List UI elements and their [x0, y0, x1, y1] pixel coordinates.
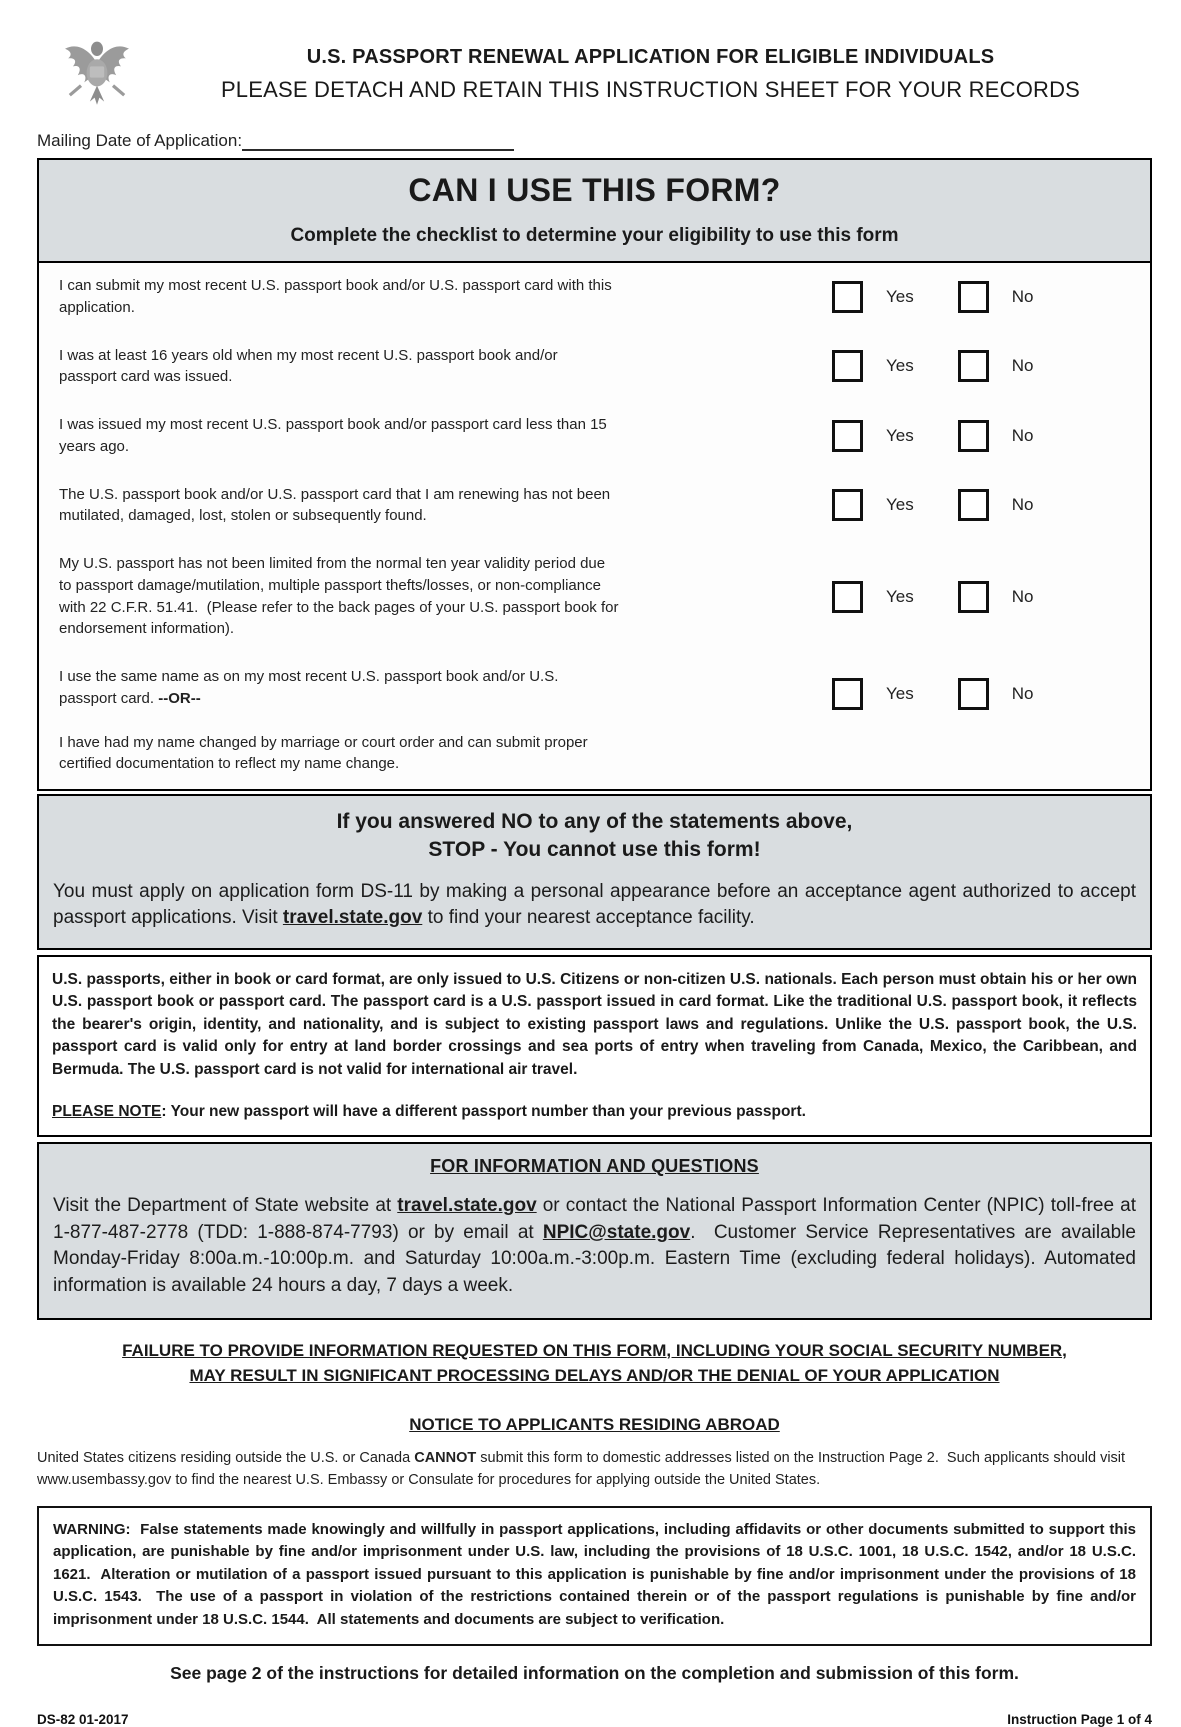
stop-title-line2: STOP - You cannot use this form! [428, 838, 761, 862]
information-paragraph [53, 1193, 1142, 1299]
checklist-row-2 [59, 345, 1150, 389]
passport-card-info-box [37, 955, 1152, 1137]
choices-row-4 [832, 489, 1070, 521]
no-checkbox-4[interactable] [958, 489, 989, 521]
checklist-row-3 [59, 414, 1150, 458]
passport-card-paragraph: U.S. passports, either in book or card format, are only issued to U.S. Citizens or non-citizen U.S. nationals. Each person must obtain his or her own U.S. passport book or passport card. The passport card is a U.S. passport issued in card format. Like the traditional U.S. passport book, it reflects the bearer's origin, identity, and nationality, and is subject to existing passport laws and regulations. Unlike the U.S. passport book, the U.S. passport card is valid only for entry at land border crossings and sea ports of entry when traveling from Canada, Mexico, the Caribbean, and Bermuda. The U.S. passport card is not valid for international air travel. [52, 970, 1142, 1078]
checklist-row-4 [59, 484, 1150, 528]
checklist-statement-group [59, 666, 619, 775]
travel-state-gov-link[interactable]: travel.state.gov [282, 907, 423, 929]
no-label-5: No [1011, 586, 1034, 606]
choices-row-6 [832, 678, 1070, 710]
statement-6-text: I use the same name as on my most recent U.S. passport book and/or U.S. passport card. [59, 668, 563, 707]
checklist-row-6 [59, 666, 1150, 775]
checklist-statement-5: My U.S. passport has not been limited from the normal ten year validity period due to passport damage/mutilation, multiple passport thefts/losses, or non-compliance with 22 C.F.R. 51.41. (Please refer to the back pages of your U.S. passport book for endorsement information). [59, 555, 623, 638]
mailing-date-line [37, 131, 1152, 151]
no-label-3: No [1011, 425, 1034, 445]
checklist-row-5 [59, 553, 1150, 640]
no-checkbox-2[interactable] [958, 350, 989, 382]
yes-checkbox-6[interactable] [832, 678, 863, 710]
stop-title-line1: If you answered NO to any of the statements above, [336, 810, 853, 833]
information-questions-box [37, 1142, 1152, 1319]
no-checkbox-6[interactable] [958, 678, 989, 710]
yes-label-1: Yes [886, 286, 914, 306]
abroad-notice-paragraph [37, 1447, 1152, 1492]
stop-paragraph [53, 879, 1142, 932]
eligibility-subtitle: Complete the checklist to determine your eligibility to use this form [290, 225, 899, 246]
checklist-statement-7: I have had my name changed by marriage or court order and can submit proper certified documentation to reflect my name change. [59, 733, 592, 773]
see-page-2-note: See page 2 of the instructions for detailed information on the completion and submission of this form. [170, 1663, 1019, 1684]
instruction-sheet-page [37, 0, 1152, 1727]
choices-row-3 [832, 420, 1070, 452]
abroad-text-before: United States citizens residing outside the U.S. or Canada [37, 1449, 415, 1466]
mailing-date-input[interactable] [242, 135, 514, 151]
stop-paragraph-text-after: to find your nearest acceptance facility. [422, 907, 755, 929]
form-header [37, 34, 1152, 123]
please-note-text: : Your new passport will have a different passport number than your previous passport. [161, 1103, 806, 1121]
failure-line-2: MAY RESULT IN SIGNIFICANT PROCESSING DELAYS AND/OR THE DENIAL OF YOUR APPLICATION [189, 1366, 1000, 1386]
warning-paragraph: WARNING: False statements made knowingly and willfully in passport applications, including affidavits or other documents submitted to support this application, are punishable by fine and/or imprisonment under U.S. law, including the provisions of 18 U.S.C. 1001, 18 U.S.C. 1542, and/or 18 U.S.C. 1621. Alteration or mutilation of a passport issued pursuant to this application is punishable by fine and/or imprisonment under the provisions of 18 U.S.C. 1543. The use of a passport in violation of the restrictions contained therein or of the passport regulations is punishable by fine and/or imprisonment under 18 U.S.C. 1544. All statements and documents are subject to verification. [53, 1520, 1141, 1628]
eligibility-body [39, 263, 1150, 789]
checklist-statement-2: I was at least 16 years old when my most recent U.S. passport book and/or passport card was issued. [59, 346, 562, 386]
checklist-row-1 [59, 275, 1150, 319]
yes-checkbox-4[interactable] [832, 489, 863, 521]
form-number: DS-82 01-2017 [37, 1712, 129, 1727]
no-checkbox-5[interactable] [958, 581, 989, 613]
checklist-statement-4: The U.S. passport book and/or U.S. passport card that I am renewing has not been mutilated, damaged, lost, stolen or subsequently found. [59, 485, 615, 525]
yes-label-2: Yes [886, 356, 914, 376]
info-text-1: Visit the Department of State website at [53, 1195, 398, 1217]
please-note-line [52, 1103, 1137, 1121]
info-text-3: . Customer Service Representatives are available Monday-Friday 8:00a.m.-10:00p.m. and Saturday 10:00a.m.-3:00p.m. Eastern Time (excluding federal holidays). Automated information is available 24 hours a day, 7 days a week. [53, 1221, 1142, 1296]
failure-notice [37, 1338, 1152, 1389]
no-label-6: No [1011, 684, 1034, 703]
yes-checkbox-2[interactable] [832, 350, 863, 382]
eligibility-title: CAN I USE THIS FORM? [408, 172, 781, 208]
checklist-statement-3: I was issued my most recent U.S. passport book and/or passport card less than 15 years ago. [59, 416, 611, 455]
failure-line-1: FAILURE TO PROVIDE INFORMATION REQUESTED ON THIS FORM, INCLUDING YOUR SOCIAL SECURITY NUMBER, [122, 1340, 1067, 1360]
yes-label-4: Yes [886, 495, 914, 515]
yes-label-5: Yes [886, 586, 914, 606]
abroad-text-after: submit this form to domestic addresses listed on the Instruction Page 2. Such applicants should visit www.usembassy.gov to find the nearest U.S. Embassy or Consulate for procedures for applying outside the United States. [37, 1449, 1130, 1489]
no-checkbox-3[interactable] [958, 420, 989, 452]
checklist-statement-1: I can submit my most recent U.S. passport book and/or U.S. passport card with this application. [59, 277, 616, 316]
yes-checkbox-1[interactable] [832, 281, 863, 313]
no-label-4: No [1011, 495, 1034, 515]
please-note-label: PLEASE NOTE [52, 1103, 162, 1121]
travel-state-gov-link-2[interactable]: travel.state.gov [397, 1195, 537, 1217]
cannot-emphasis: CANNOT [414, 1449, 477, 1466]
yes-checkbox-3[interactable] [832, 420, 863, 452]
npic-email-link[interactable]: NPIC@state.gov [542, 1221, 691, 1243]
eligibility-header [39, 160, 1150, 263]
form-subtitle: PLEASE DETACH AND RETAIN THIS INSTRUCTION SHEET FOR YOUR RECORDS [220, 77, 1081, 102]
yes-label-6: Yes [886, 684, 914, 703]
page-footer [37, 1712, 1152, 1727]
choices-row-5 [832, 581, 1070, 613]
choices-row-2 [832, 350, 1070, 382]
no-checkbox-1[interactable] [958, 281, 989, 313]
page-indicator: Instruction Page 1 of 4 [1007, 1712, 1152, 1727]
stop-paragraph-text: You must apply on application form DS-11 by making a personal appearance before an acceptance agent authorized to accept passport applications. Visit [53, 880, 1142, 929]
info-text-2: or contact the National Passport Information Center (NPIC) toll-free at 1-877-487-2778 (TDD: 1-888-874-7793) or by email at [53, 1195, 1142, 1243]
choices-row-1 [832, 281, 1070, 313]
checklist-statement-6 [59, 666, 619, 710]
yes-label-3: Yes [886, 425, 914, 445]
form-title: U.S. PASSPORT RENEWAL APPLICATION FOR ELIGIBLE INDIVIDUALS [306, 46, 995, 68]
or-connector: --OR-- [158, 689, 201, 707]
yes-checkbox-5[interactable] [832, 581, 863, 613]
no-label-2: No [1011, 356, 1034, 376]
eligibility-checklist-box [37, 158, 1152, 791]
great-seal-eagle-icon [37, 34, 149, 123]
warning-box [37, 1506, 1152, 1647]
information-title: FOR INFORMATION AND QUESTIONS [430, 1156, 759, 1177]
stop-notice-box [37, 794, 1152, 950]
abroad-notice-title: NOTICE TO APPLICANTS RESIDING ABROAD [409, 1414, 780, 1434]
no-label-1: No [1011, 286, 1034, 306]
mailing-date-label: Mailing Date of Application: [37, 131, 243, 150]
